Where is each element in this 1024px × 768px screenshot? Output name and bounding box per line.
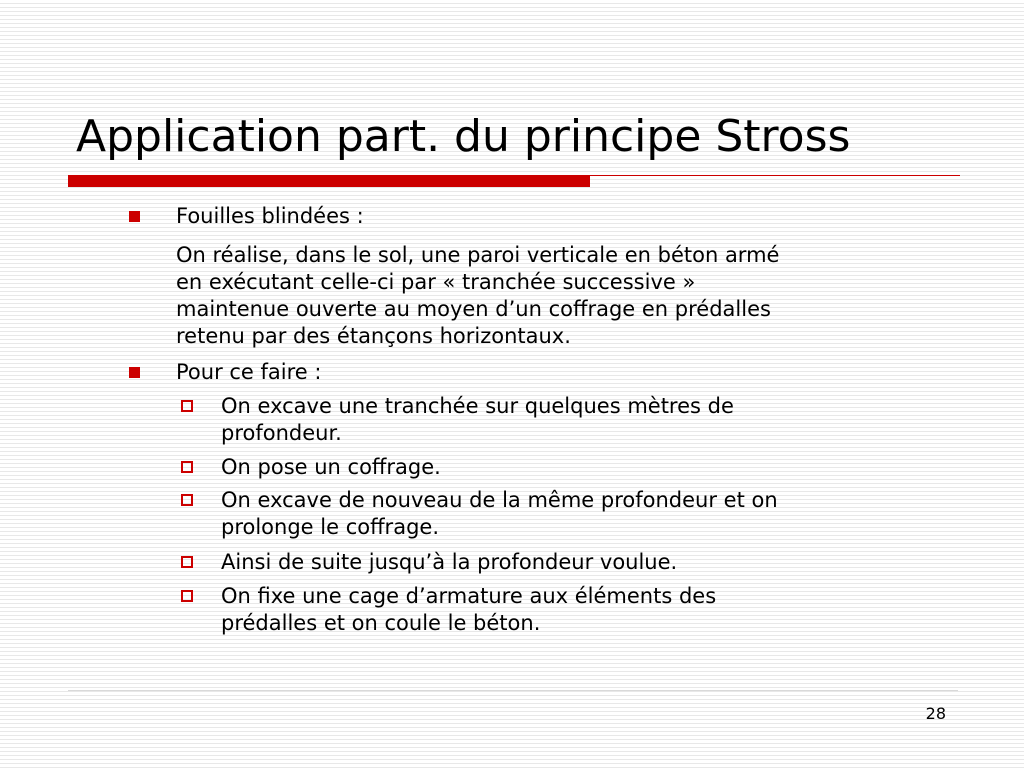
sub-bullet-hollow-square-icon (181, 556, 193, 568)
sub-item (221, 583, 716, 637)
footer-divider (68, 690, 958, 691)
bullet-label-pour-ce-faire: Pour ce faire : (176, 360, 322, 384)
sub-item (221, 487, 778, 541)
sub-item (221, 549, 677, 576)
bullet-label-fouilles: Fouilles blindées : (176, 204, 364, 228)
sub-bullet-hollow-square-icon (181, 590, 193, 602)
sub-item-line: On excave de nouveau de la même profondeur et on (221, 488, 778, 512)
title-underline-thick (68, 175, 590, 187)
sub-item-line: prédalles et on coule le béton. (221, 611, 541, 635)
sub-item (221, 454, 441, 481)
sub-item-line: On excave une tranchée sur quelques mètres de (221, 394, 734, 418)
title-underline-thin (590, 175, 960, 176)
page-number: 28 (925, 704, 946, 723)
paragraph-line: retenu par des étançons horizontaux. (176, 324, 571, 348)
bullet-square-icon (129, 367, 140, 378)
paragraph-line: en exécutant celle-ci par « tranchée successive » (176, 270, 696, 294)
sub-bullet-hollow-square-icon (181, 400, 193, 412)
sub-item-line: Ainsi de suite jusqu’à la profondeur voulue. (221, 550, 678, 574)
slide-title: Application part. du principe Stross (76, 111, 851, 162)
paragraph-line: On réalise, dans le sol, une paroi verticale en béton armé (176, 243, 780, 267)
sub-item-line: On fixe une cage d’armature aux éléments des (221, 584, 717, 608)
sub-item (221, 393, 734, 447)
sub-item-line: profondeur. (221, 421, 342, 445)
sub-bullet-hollow-square-icon (181, 461, 193, 473)
bullet-paragraph (176, 242, 779, 350)
sub-bullet-hollow-square-icon (181, 494, 193, 506)
bullet-square-icon (129, 211, 140, 222)
sub-item-line: prolonge le coffrage. (221, 515, 439, 539)
sub-item-line: On pose un coffrage. (221, 455, 441, 479)
paragraph-line: maintenue ouverte au moyen d’un coffrage en prédalles (176, 297, 771, 321)
